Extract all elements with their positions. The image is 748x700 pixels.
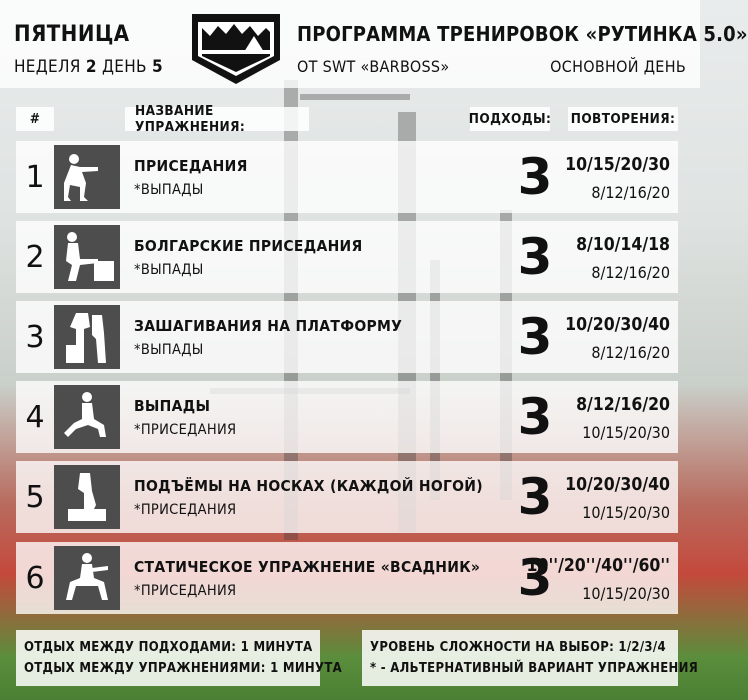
exercise-name: ЗАШАГИВАНИЯ НА ПЛАТФОРМУ bbox=[134, 317, 403, 335]
header bbox=[0, 0, 748, 88]
rest-info-panel bbox=[16, 630, 342, 686]
horse-stance-icon bbox=[54, 546, 120, 610]
exercise-sets: 3 bbox=[517, 549, 553, 607]
exercise-name: ПРИСЕДАНИЯ bbox=[134, 157, 248, 175]
exercise-name: БОЛГАРСКИЕ ПРИСЕДАНИЯ bbox=[134, 237, 363, 255]
exercise-reps-main: 10''/20''/40''/60'' bbox=[526, 556, 670, 576]
exercise-alternative: *ПРИСЕДАНИЯ bbox=[134, 422, 237, 438]
exercise-reps-main: 10/20/30/40 bbox=[565, 315, 670, 335]
exercise-alternative: *ПРИСЕДАНИЯ bbox=[134, 583, 237, 599]
column-header-sets: ПОДХОДЫ: bbox=[470, 107, 550, 131]
exercise-number: 3 bbox=[25, 319, 45, 355]
day-number: 5 bbox=[151, 57, 163, 77]
exercise-number: 4 bbox=[25, 399, 45, 435]
exercise-reps-alt: 8/12/16/20 bbox=[591, 263, 670, 282]
rest-between-sets: ОТДЫХ МЕЖДУ ПОДХОДАМИ: 1 МИНУТА bbox=[24, 640, 313, 655]
bg-crossbar bbox=[300, 94, 410, 100]
exercise-reps-main: 10/20/30/40 bbox=[565, 475, 670, 495]
exercise-number: 2 bbox=[25, 239, 45, 275]
week-day-label bbox=[14, 57, 163, 77]
difficulty-levels: УРОВЕНЬ СЛОЖНОСТИ НА ВЫБОР: 1/2/3/4 bbox=[370, 640, 666, 655]
exercise-row bbox=[16, 301, 678, 373]
difficulty-info-panel bbox=[362, 630, 699, 686]
exercise-reps-alt: 10/15/20/30 bbox=[582, 423, 670, 442]
day-prefix: ДЕНЬ bbox=[101, 57, 147, 77]
exercise-alternative: *ВЫПАДЫ bbox=[134, 182, 204, 198]
exercise-row bbox=[16, 381, 678, 453]
exercise-alternative: *ВЫПАДЫ bbox=[134, 262, 204, 278]
bulgarian-squat-icon bbox=[54, 225, 120, 289]
exercise-number: 6 bbox=[25, 560, 45, 596]
exercise-reps-main: 8/12/16/20 bbox=[576, 395, 670, 415]
program-subtitle: ОТ SWT «BARBOSS» bbox=[297, 57, 450, 76]
exercise-number: 1 bbox=[25, 159, 45, 195]
step-up-icon bbox=[54, 305, 120, 369]
week-prefix: НЕДЕЛЯ bbox=[14, 57, 81, 77]
exercise-row bbox=[16, 542, 678, 614]
exercise-reps-alt: 10/15/20/30 bbox=[582, 584, 670, 603]
exercise-name: ПОДЪЁМЫ НА НОСКАХ (КАЖДОЙ НОГОЙ) bbox=[134, 477, 483, 495]
barboss-shield-logo-icon bbox=[188, 12, 284, 86]
exercise-reps-alt: 8/12/16/20 bbox=[591, 183, 670, 202]
exercise-row bbox=[16, 221, 678, 293]
exercise-reps-main: 8/10/14/18 bbox=[576, 235, 670, 255]
exercise-alternative: *ВЫПАДЫ bbox=[134, 342, 204, 358]
program-title: ПРОГРАММА ТРЕНИРОВОК «РУТИНКА 5.0» bbox=[297, 22, 748, 46]
exercise-sets: 3 bbox=[517, 388, 553, 446]
column-header-reps: ПОВТОРЕНИЯ: bbox=[568, 107, 678, 131]
exercise-alternative: *ПРИСЕДАНИЯ bbox=[134, 502, 237, 518]
exercise-reps-alt: 10/15/20/30 bbox=[582, 503, 670, 522]
exercise-name: ВЫПАДЫ bbox=[134, 397, 211, 415]
exercise-sets: 3 bbox=[517, 468, 553, 526]
squat-icon bbox=[54, 145, 120, 209]
calf-raise-icon bbox=[54, 465, 120, 529]
exercise-name: СТАТИЧЕСКОЕ УПРАЖНЕНИЕ «ВСАДНИК» bbox=[134, 558, 481, 576]
day-title: ПЯТНИЦА bbox=[14, 22, 130, 47]
rest-between-exercises: ОТДЫХ МЕЖДУ УПРАЖНЕНИЯМИ: 1 МИНУТА bbox=[24, 661, 342, 676]
exercise-row bbox=[16, 141, 678, 213]
lunge-icon bbox=[54, 385, 120, 449]
exercise-sets: 3 bbox=[517, 228, 553, 286]
day-type: ОСНОВНОЙ ДЕНЬ bbox=[550, 57, 686, 76]
exercise-reps-alt: 8/12/16/20 bbox=[591, 343, 670, 362]
exercise-sets: 3 bbox=[517, 148, 553, 206]
exercise-number: 5 bbox=[25, 479, 45, 515]
column-header-number: # bbox=[16, 107, 54, 131]
exercise-row bbox=[16, 461, 678, 533]
alternative-note: * - АЛЬТЕРНАТИВНЫЙ ВАРИАНТ УПРАЖНЕНИЯ bbox=[370, 661, 699, 676]
exercise-reps-main: 10/15/20/30 bbox=[565, 155, 670, 175]
week-number: 2 bbox=[85, 57, 97, 77]
column-header-exercise: НАЗВАНИЕ УПРАЖНЕНИЯ: bbox=[125, 107, 309, 131]
exercise-sets: 3 bbox=[517, 308, 553, 366]
